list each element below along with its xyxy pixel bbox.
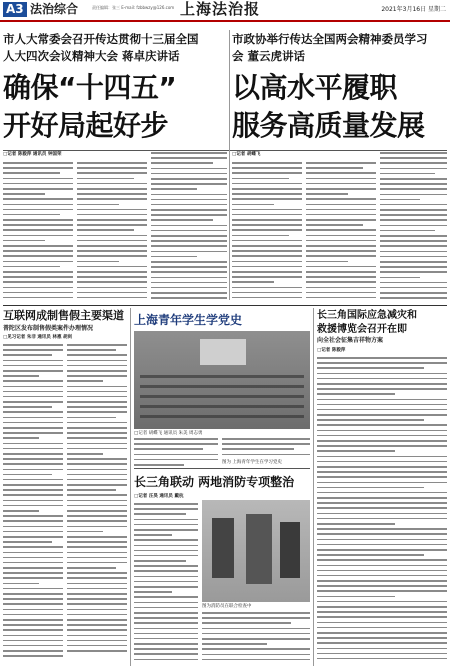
left-story-col-3: [151, 152, 227, 304]
fire-story-divider: [134, 468, 310, 469]
left-kicker-line-2: 人大四次会议精神大会 蒋卓庆讲话: [3, 49, 180, 63]
section-name: 法治综合: [30, 2, 79, 16]
section-divider: [3, 305, 447, 306]
column-divider-left: [130, 308, 131, 666]
fire-inspection-photo: [202, 500, 310, 602]
middle-left-col-1: [3, 344, 63, 664]
column-divider-top: [229, 30, 230, 300]
youth-text-col-2: [222, 438, 310, 458]
middle-left-title: 互联网成制售假主要渠道: [3, 309, 124, 322]
right-middle-byline: □记者 陈毅萍: [317, 348, 346, 353]
editor-meta: 责任编辑：张三 E-mail: fzbbwzy@126.com: [92, 5, 175, 10]
right-middle-title-2: 救援博览会召开在即: [317, 324, 407, 335]
newspaper-logo: 上海法治报: [180, 0, 261, 18]
youth-event-photo: [134, 331, 310, 429]
masthead: [0, 0, 450, 22]
issue-date: 2021年3月16日 星期二: [381, 6, 446, 13]
fire-photo-caption: 图为消防员在联合检查中: [202, 604, 252, 609]
middle-left-byline: □见习记者 朱非 通讯员 林惠 胡剑: [3, 335, 73, 340]
right-story-col-1: [232, 162, 302, 304]
middle-left-subtitle: 普陀区发布制售假类案件办理情况: [3, 325, 94, 332]
right-headline-line-2: 服务高质量发展: [232, 109, 425, 142]
right-kicker-line-1: 市政协举行传达全国两会精神委员学习: [232, 32, 428, 46]
youth-photo-caption: 图为 上海青年学生在学习党史: [222, 460, 282, 465]
left-story-col-2: [77, 162, 147, 304]
headline-divider: [3, 150, 447, 151]
page-number: A3: [3, 2, 27, 17]
left-headline-line-2: 开好局起好步: [3, 109, 169, 142]
fire-story-byline: □记者 汪昊 通讯员 戴杭: [134, 494, 184, 499]
column-divider-right: [313, 308, 314, 666]
right-story-col-2: [306, 162, 376, 304]
youth-text-col-1: [134, 438, 218, 466]
fire-story-title: 长三角联动 两地消防专项整治: [134, 475, 295, 489]
right-kicker-line-2: 会 董云虎讲话: [232, 49, 306, 63]
left-kicker-line-1: 市人大常委会召开传达贯彻十三届全国: [3, 32, 199, 46]
right-story-byline: □记者 胡蝶飞: [232, 152, 261, 157]
fire-story-col-1: [134, 503, 198, 667]
right-story-col-3: [380, 152, 447, 304]
left-story-col-1: [3, 162, 73, 304]
right-headline-line-1: 以高水平履职: [232, 71, 398, 104]
youth-section-banner: 上海青年学生学党史: [134, 313, 243, 327]
middle-left-col-2: [67, 344, 127, 664]
right-middle-text: [317, 357, 447, 665]
right-middle-subtitle: 向全社会征集吉祥物方案: [317, 337, 384, 344]
right-middle-title-1: 长三角国际应急减灾和: [317, 310, 417, 321]
fire-story-col-2: [202, 612, 310, 666]
left-headline-line-1: 确保“十四五”: [3, 71, 177, 104]
left-story-byline: □记者 陈毅萍 通讯员 钟国荣: [3, 152, 62, 157]
youth-byline: □记者 胡蝶飞 通讯员 朱美 周志勇: [134, 431, 203, 436]
